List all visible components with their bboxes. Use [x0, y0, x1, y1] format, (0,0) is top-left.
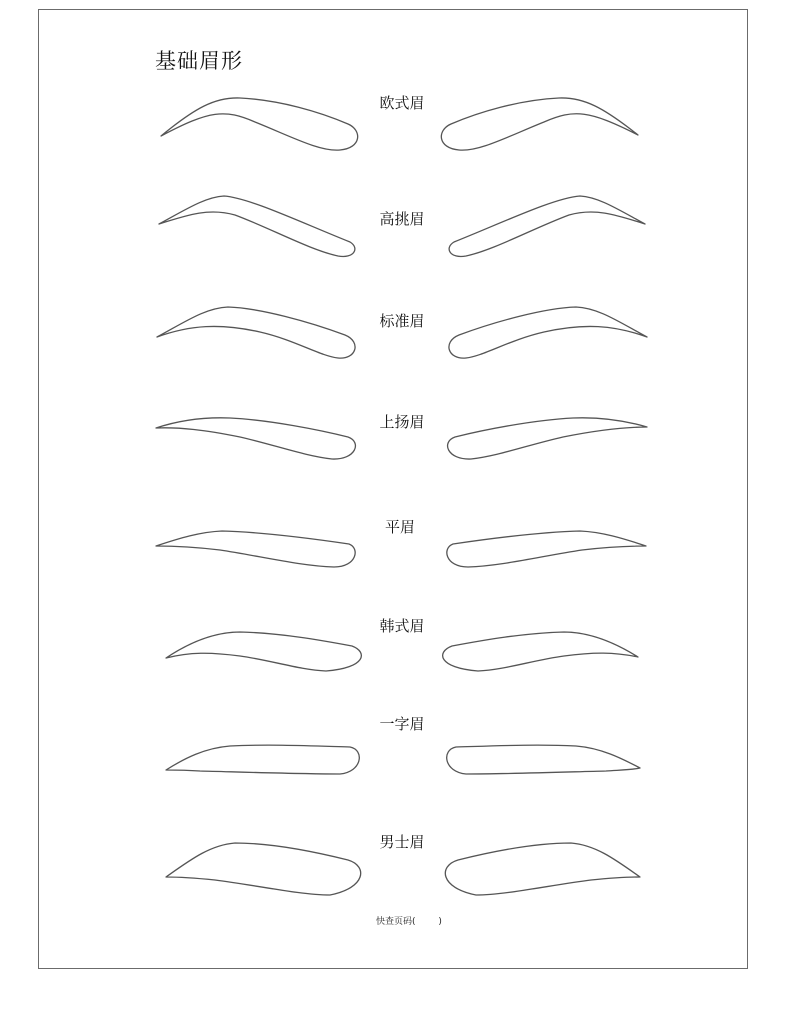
label-european-brow: 欧式眉: [379, 94, 425, 112]
flat-brow-left: [156, 531, 355, 567]
mens-brow-right: [445, 843, 640, 895]
label-standard-brow: 标准眉: [379, 312, 425, 330]
straight-brow-right: [447, 745, 640, 774]
quick-lookup-page-number: 快查页码( ): [376, 917, 442, 927]
high-arch-brow-right: [449, 196, 645, 257]
upswept-brow-left: [156, 418, 355, 459]
mens-brow-left: [166, 843, 361, 895]
standard-brow-left: [157, 307, 355, 358]
flat-brow-right: [447, 531, 646, 567]
straight-brow-left: [166, 745, 359, 774]
korean-brow-left: [166, 632, 361, 671]
label-straight-brow: 一字眉: [379, 715, 425, 733]
european-brow-left: [161, 98, 358, 150]
label-upswept-brow: 上扬眉: [379, 413, 425, 431]
label-korean-brow: 韩式眉: [379, 617, 425, 635]
upswept-brow-right: [448, 418, 647, 459]
label-high-arch-brow: 高挑眉: [379, 210, 425, 228]
standard-brow-right: [449, 307, 647, 358]
korean-brow-right: [443, 632, 638, 671]
label-flat-brow: 平眉: [384, 518, 416, 536]
label-mens-brow: 男士眉: [379, 833, 425, 851]
page-title: 基础眉形: [155, 49, 243, 73]
high-arch-brow-left: [159, 196, 355, 257]
european-brow-right: [441, 98, 638, 150]
